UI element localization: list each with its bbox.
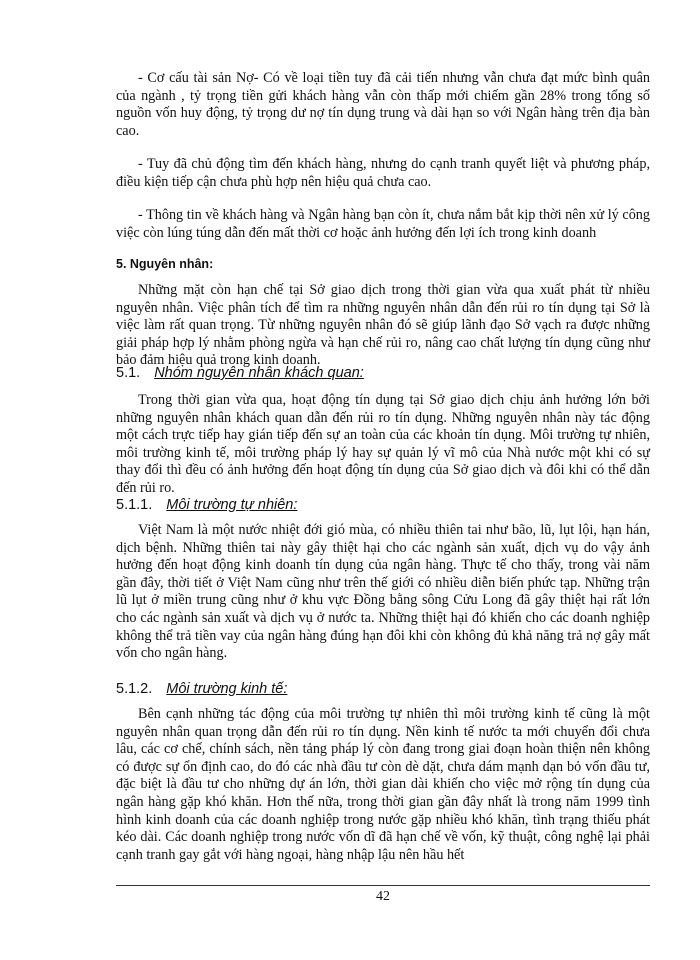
heading-label: Môi trường kinh tế: [166,681,288,697]
heading-economic-environment [116,681,287,697]
paragraph-natural-environment: Việt Nam là một nước nhiệt đới gió mùa, có nhiều thiên tai như bão, lũ, lụt lội, hạn hán, dịch bệnh. Những thiên tai này gây thiệt hại cho các ngành sản xuất, dịch vụ do vậy ảnh hưởng đến hoạt động kinh doanh tín dụng của ngân hàng. Thực tế cho thấy, trong vài năm gần đây, thời tiết ở Việt Nam cũng như trên thế giới có nhiều diễn biến phức tạp. Những trận lũ lụt ở miền trung cũng như ở khu vực Đồng bằng sông Cửu Long đã gây thiệt hại rất lớn cho các ngành sản xuất và dịch vụ ở nước ta. Những thiệt hại đó khiến cho các doanh nghiệp không thể trả tiền vay của ngân hàng đúng hạn đôi khi còn không đủ khả năng trả nợ gây mất vốn cho ngân hàng. [116,522,650,662]
page-number: 42 [376,889,390,904]
heading-number: 5.1. [116,365,141,381]
paragraph-economic-environment: Bên cạnh những tác động của môi trường tự nhiên thì môi trường kinh tế cũng là một nguyên nhân quan trọng dẫn đến rủi ro tín dụng. Nền kinh tế nước ta mới chuyển đổi chưa lâu, các cơ chế, chính sách, nền tảng pháp lý còn đang trong giai đoạn hoàn thiện nên không có được sự ổn định cao, do đó các nhà đầu tư còn dè dặt, chưa dám mạnh dạn bỏ vốn đầu tư, đặc biệt là đầu tư cho những dự án lớn, thời gian dài khiến cho việc mở rộng tín dụng của ngân hàng gặp khó khăn. Hơn thế nữa, trong thời gian gần đây nhất là trong năm 1999 tình hình kinh doanh của các doanh nghiệp trong nước gặp nhiều khó khăn, tình trạng thiếu phát kéo dài. Các doanh nghiệp trong nước vốn dĩ đã hạn chế về vốn, kỹ thuật, công nghệ lại phải cạnh tranh gay gắt với hàng ngoại, hàng nhập lậu nên hầu hết [116,706,650,863]
paragraph-information-gap: - Thông tin về khách hàng và Ngân hàng bạn còn ít, chưa nắm bắt kịp thời nên xử lý công việc còn lúng túng dẫn đến mất thời cơ hoặc ảnh hưởng đến lợi ích trong kinh doanh [116,207,650,241]
heading-label: Môi trường tự nhiên: [166,497,298,513]
heading-causes: 5. Nguyên nhân: [116,257,214,271]
paragraph-asset-structure: - Cơ cấu tài sản Nợ- Có về loại tiền tuy đã cải tiến nhưng vẫn chưa đạt mức bình quân của ngành , tỷ trọng tiền gửi khách hàng vẫn còn thấp mới chiếm gần 28% trong tổng số nguồn vốn huy động, tỷ trọng dư nợ tín dụng trung và dài hạn so với Ngân hàng trên địa bàn cao. [116,70,650,139]
heading-objective-causes [116,365,364,381]
paragraph-causes-intro: Những mặt còn hạn chế tại Sở giao dịch trong thời gian vừa qua xuất phát từ nhiều nguyên nhân. Việc phân tích để tìm ra những nguyên nhân dẫn đến rủi ro tín dụng tại Sở là việc làm rất quan trọng. Từ những nguyên nhân đó sẽ giúp lãnh đạo Sở vạch ra được những giải pháp hợp lý nhằm phòng ngừa và hạn chế rủi ro, nâng cao chất lượng tín dụng cũng như bảo đảm hiệu quả trong kinh doanh. [116,282,650,369]
paragraph-objective-causes: Trong thời gian vừa qua, hoạt động tín dụng tại Sở giao dịch chịu ảnh hưởng lớn bởi những nguyên nhân khách quan dẫn đến rủi ro tín dụng. Những nguyên nhân này tác động một cách trực tiếp hay gián tiếp đến sự an toàn của các khoản tín dụng. Môi trường tự nhiên, môi trường kinh tế, môi trường pháp lý hay sự quản lý vĩ mô của Nhà nước một khi có sự thay đổi thì đều có ảnh hưởng đến hoạt động tín dụng của Sở giao dịch và đôi khi có thể dẫn đến rủi ro. [116,392,650,496]
heading-label: Nhóm nguyên nhân khách quan: [154,365,364,381]
heading-number: 5.1.2. [116,681,153,697]
footer-divider [116,885,650,886]
heading-number: 5.1.1. [116,497,153,513]
paragraph-customer-approach: - Tuy đã chủ động tìm đến khách hàng, nhưng do cạnh tranh quyết liệt và phương pháp, điều kiện tiếp cận chưa phù hợp nên hiệu quả chưa cao. [116,156,650,190]
heading-natural-environment [116,497,297,513]
